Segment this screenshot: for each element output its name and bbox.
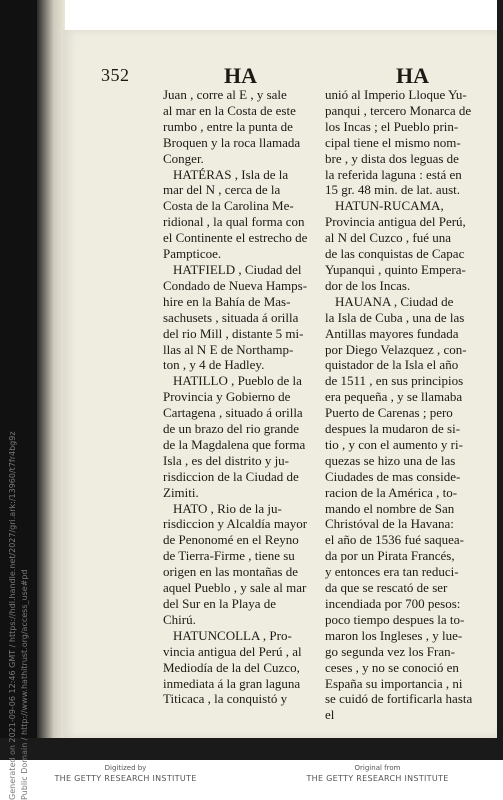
text-line: 15 gr. 48 min. de lat. aust. — [325, 182, 461, 198]
footer-digitized-institution: THE GETTY RESEARCH INSTITUTE — [54, 774, 197, 783]
text-line: Zimiti. — [163, 484, 199, 500]
text-line: cipal tiene el mismo nom- — [325, 134, 461, 150]
right-text-column — [325, 87, 473, 723]
text-line: y entonces era tan reduci- — [325, 564, 459, 580]
footer-digitized-by — [0, 760, 251, 800]
text-line: Yupanqui , quinto Empera- — [325, 261, 466, 277]
text-line: sachusets , situada á orilla — [163, 309, 299, 325]
text-line: el año de 1536 fué saquea- — [325, 532, 464, 548]
text-line: de las conquistas de Capac — [325, 246, 465, 262]
text-line: era pequeña , y se llamaba — [325, 389, 463, 405]
left-text-column — [163, 87, 313, 707]
text-line: da que se rescató de ser — [325, 580, 448, 596]
text-line: la Isla de Cuba , una de las — [325, 309, 465, 325]
footer-original-institution: THE GETTY RESEARCH INSTITUTE — [306, 774, 449, 783]
text-line: aquel Pueblo , y sale al mar — [163, 580, 307, 596]
text-line: Mediodía de la del Cuzco, — [163, 659, 300, 675]
text-line: Costa de la Carolina Me- — [163, 198, 294, 214]
text-line: Broquen y la roca llamada — [163, 134, 301, 150]
text-line: tio , y con el aumento y ri- — [325, 436, 463, 452]
text-line: da por un Pirata Francés, — [325, 548, 455, 564]
margin-note-generated: Generated on 2021-09-06 12:46 GMT / https://hdl.handle.net/2027/gri.ark:/13960/t7fr4bg9z — [8, 431, 17, 800]
text-line: HAUANA , Ciudad de — [335, 293, 454, 309]
scan-background-right — [497, 0, 503, 758]
text-line: maron los Ingleses , y lue- — [325, 627, 463, 643]
text-line: risdiccion de la Ciudad de — [163, 468, 299, 484]
text-line: Chirú. — [163, 611, 196, 627]
text-line: Juan , corre al E , y sale — [163, 87, 287, 102]
text-line: de un brazo del rio grande — [163, 421, 300, 437]
text-line: Provincia y Gobierno de — [163, 389, 291, 405]
margin-note-public-domain: Public Domain / http://www.hathitrust.org/access_use#pd — [20, 569, 29, 800]
text-line: se cuidó de fortificarla hasta — [325, 691, 473, 707]
text-line: España su importancia , ni — [325, 675, 463, 691]
text-line: HATUN-RUCAMA, — [335, 198, 444, 214]
text-line: ton , y 4 de Hadley. — [163, 357, 265, 373]
text-line: del rio Mill , distante 5 mi- — [163, 325, 304, 341]
text-line: HATÉRAS , Isla de la — [173, 166, 289, 182]
text-line: HATUNCOLLA , Pro- — [173, 627, 292, 643]
text-line: despues la mudaron de si- — [325, 421, 461, 437]
text-line: mando el nombre de San — [325, 500, 455, 516]
text-line: Ciudades de mas conside- — [325, 468, 461, 484]
text-line: go segunda vez los Fran- — [325, 643, 455, 659]
text-line: mar del N , cerca de la — [163, 182, 281, 198]
text-line: Titicaca , la conquistó y — [163, 691, 288, 707]
margin-notice — [2, 431, 42, 800]
running-head-right: HA — [396, 63, 429, 88]
text-line: el — [325, 707, 335, 723]
text-line: hire en la Bahía de Mas- — [163, 293, 291, 309]
text-line: HATFIELD , Ciudad del — [173, 261, 302, 277]
text-line: ceses , y no se conoció en — [325, 659, 459, 675]
text-line: panqui , tercero Monarca de — [325, 102, 472, 118]
text-line: Christóval de la Havana: — [325, 516, 454, 532]
text-line: de la Magdalena que forma — [163, 436, 306, 452]
text-line: Pampticoe. — [163, 246, 222, 262]
text-line: de 1511 , en sus principios — [325, 373, 464, 389]
text-line: racion de la América , to- — [325, 484, 458, 500]
text-line: Puerto de Carenas ; pero — [325, 405, 453, 421]
text-line: Provincia antigua del Perú, — [325, 214, 466, 230]
text-line: bre , y dista dos leguas de — [325, 150, 459, 166]
text-line: origen en las montañas de — [163, 564, 299, 580]
text-line: llas al N E de Northamp- — [163, 341, 294, 357]
text-line: al N del Cuzco , fué una — [325, 230, 451, 246]
text-line: Conger. — [163, 150, 204, 166]
scan-background-bottom — [0, 738, 503, 760]
text-line: del Sur en la Playa de — [163, 596, 276, 611]
text-line: quistador de la Isla el año — [325, 357, 459, 373]
text-line: de Tierra-Firme , tiene su — [163, 548, 295, 564]
footer-digitized-label: Digitized by — [104, 764, 147, 772]
text-line: por Diego Velazquez , con- — [325, 341, 467, 357]
text-line: Antillas mayores fundada — [325, 325, 459, 341]
text-line: de Penonomé en el Reyno — [163, 532, 299, 548]
text-line: los Incas ; el Pueblo prin- — [325, 118, 459, 134]
text-line: al mar en la Costa de este — [163, 102, 296, 118]
footer-original-label: Original from — [354, 764, 401, 772]
text-line: ridional , la qual forma con — [163, 214, 305, 230]
text-line: el Continente el estrecho de — [163, 230, 308, 246]
footer-original-from — [252, 760, 503, 800]
text-line: poco tiempo despues la to- — [325, 611, 465, 627]
text-line: Cartagena , situado á orilla — [163, 405, 303, 421]
text-line: inmediata á la gran laguna — [163, 675, 301, 691]
text-line: rumbo , entre la punta de — [163, 118, 293, 134]
text-line: quezas se hizo una de las — [325, 452, 456, 468]
text-line: unió al Imperio Lloque Yu- — [325, 87, 467, 102]
text-line: la referida laguna : está en — [325, 166, 462, 182]
text-line: Condado de Nueva Hamps- — [163, 277, 308, 293]
text-line: Isla , es del distrito y ju- — [163, 452, 290, 468]
text-line: HATO , Rio de la ju- — [173, 500, 282, 516]
text-line: risdiccion y Alcaldía mayor — [163, 516, 308, 532]
page-number: 352 — [101, 65, 130, 85]
running-head-left: HA — [224, 63, 257, 88]
text-line: HATILLO , Pueblo de la — [173, 373, 302, 389]
text-line: incendiada por 700 pesos: — [325, 596, 461, 611]
text-line: vincia antigua del Perú , al — [163, 643, 302, 659]
text-line: dor de los Incas. — [325, 277, 411, 293]
